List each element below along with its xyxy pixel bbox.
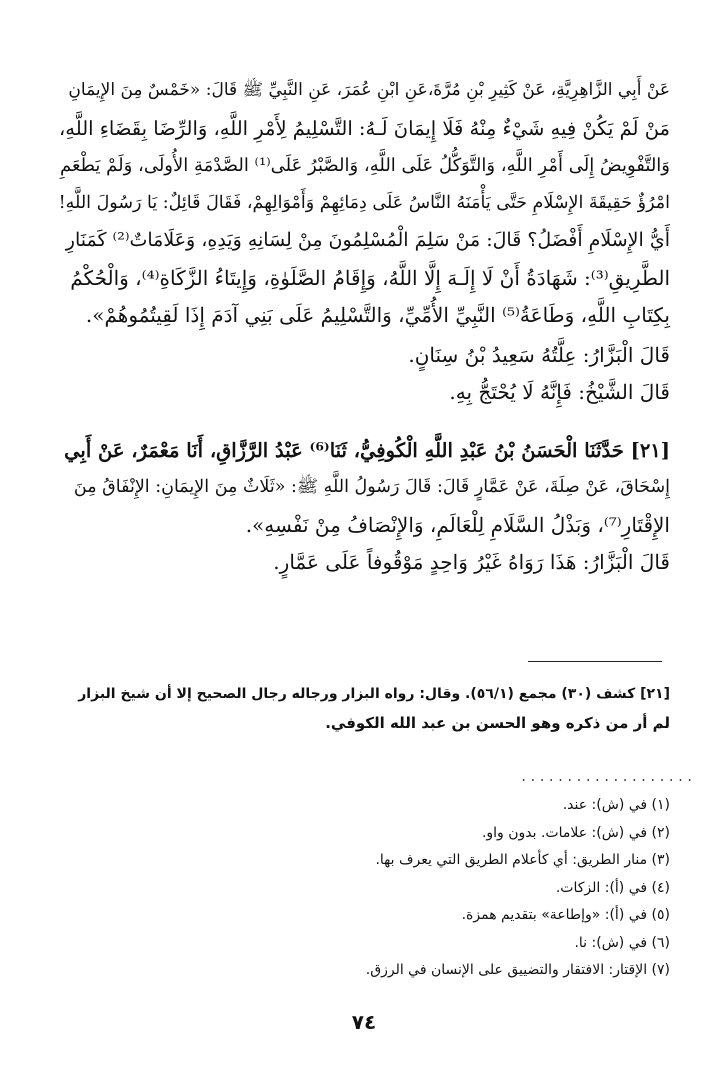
footnote-item: (٣) منار الطريق: أي كأعلام الطريق التي يعرف بها.	[375, 852, 670, 868]
footnote-item: (٤) في (أ): الزكات.	[555, 879, 670, 896]
hadith-text-line: بِكِتَابِ اللَّهِ، وَطَاعَةُ⁽⁵⁾ النَّبِيِّ الأُمِّيِّ، وَالتَّسْلِيمُ عَلَى بَنِي آدَمَ إِذَا لَقِيتُمُوهُمْ».	[85, 303, 670, 327]
takhrij-line: لم أر من ذكره وهو الحسن بن عبد الله الكوفي.	[325, 714, 670, 732]
footnote-item: (٦) في (ش): نا.	[574, 934, 670, 951]
footnote-item: (١) في (ش): عند.	[562, 797, 670, 813]
hadith-text-line: مَنْ لَمْ يَكُنْ فِيهِ شَيْءٌ مِنْهُ فَلَا إِيمَانَ لَـهُ: التَّسْلِيمُ لِأَمْرِ اللَّهِ، وَالرِّضَا بِقَضَاءِ اللَّهِ،	[58, 116, 670, 140]
hadith-text-line: أَيُّ الإِسْلَامِ أَفْضَلُ؟ قَالَ: مَنْ سَلِمَ الْمُسْلِمُونَ مِنْ لِسَانِهِ وَيَدِهِ، وَعَلَامَاتٌ⁽²⁾ كَمَنَارِ	[65, 229, 670, 251]
footnotes	[60, 792, 670, 985]
footnote-separator	[528, 661, 662, 662]
hadith-21-line: الإِقْتَارِ⁽⁷⁾، وَبَذْلُ السَّلَامِ لِلْعَالَمِ، وَالإِنْصَافُ مِنْ نَفْسِهِ».	[245, 512, 670, 537]
main-text	[60, 72, 670, 582]
bazzar-comment: قَالَ الْبَزَّارُ: عِلَّتُهُ سَعِيدُ بْنُ سِنَانٍ.	[408, 342, 670, 367]
hadith-text-line: الطَّرِيقِ⁽³⁾: شَهَادَةُ أَنْ لَا إِلَـهَ إِلَّا اللَّهُ، وَإِقَامُ الصَّلَوٰةِ، وَإِيتَاءُ الزَّكَاةِ⁽⁴⁾، وَالْحُكْمُ	[70, 265, 670, 290]
hadith-21-line: [٢١] حَدَّثَنَا الْحَسَنُ بْنُ عَبْدِ اللَّهِ الْكُوفِيُّ، ثَنَا⁽⁶⁾ عَبْدُ الرَّزَّاقِ، أَنَا مَعْمَرٌ، عَنْ أَبِي	[64, 438, 670, 462]
shaykh-comment: قَالَ الشَّيْخُ: فَإِنَّهُ لَا يُحْتَجُّ بِهِ.	[449, 380, 670, 404]
hadith-text-line: عَنْ أَبِي الزَّاهِرِيَّةِ، عَنْ كَثِيرِ بْنِ مُرَّةَ،عَنِ ابْنِ عُمَرَ، عَنِ النَّبِيِّ ﷺ قَالَ: «خَمْسٌ مِنَ الإِيمَانِ	[68, 80, 670, 100]
footnote-item: (٧) الإقتار: الافتقار والتضييق على الإنسان في الرزق.	[365, 962, 670, 978]
takhrij-line: [٢١] كشف (٣٠) مجمع (٥٦/١). وقال: رواه البزار ورجاله رجال الصحيح إلا أن شيخ البزار	[78, 686, 670, 702]
hadith-21-line: إِسْحَاقَ، عَنْ صِلَةَ، عَنْ عَمَّارٍ قَالَ: قَالَ رَسُولُ اللَّهِ ﷺ: «ثَلَاثٌ مِنَ الإِيمَانِ: الإِنْفَاقُ مِنَ	[73, 477, 670, 497]
hadith-text-line: وَالتَّفْوِيضُ إِلَى أَمْرِ اللَّهِ، وَالتَّوَكُّلُ عَلَى اللَّهِ، وَالصَّبْرُ عَلَى⁽¹⁾ الصَّدْمَةِ الأُولَى، وَلَمْ يَطْعَمِ	[59, 155, 670, 176]
footnote-item: (٥) في (أ): «وإطاعة» بتقديم همزة.	[461, 907, 670, 923]
hadith-text-line: امْرُؤٌ حَقِيقَةَ الإِسْلَامِ حَتَّى يَأْمَنَهُ النَّاسُ عَلَى دِمَائِهِمْ وَأَمْوَالِهِمْ، فَقَالَ قَائِلٌ: يَا رَسُولَ اللَّهِ!	[58, 192, 670, 213]
dotted-divider: ...................	[520, 770, 696, 784]
footnote-item: (٢) في (ش): علامات. بدون واو.	[481, 824, 670, 841]
bazzar-comment: قَالَ الْبَزَّارُ: هَذَا رَوَاهُ غَيْرُ وَاحِدٍ مَوْقُوفاً عَلَى عَمَّارٍ.	[273, 550, 670, 574]
takhrij-note	[60, 680, 670, 738]
page-number: ٧٤	[351, 1010, 377, 1034]
